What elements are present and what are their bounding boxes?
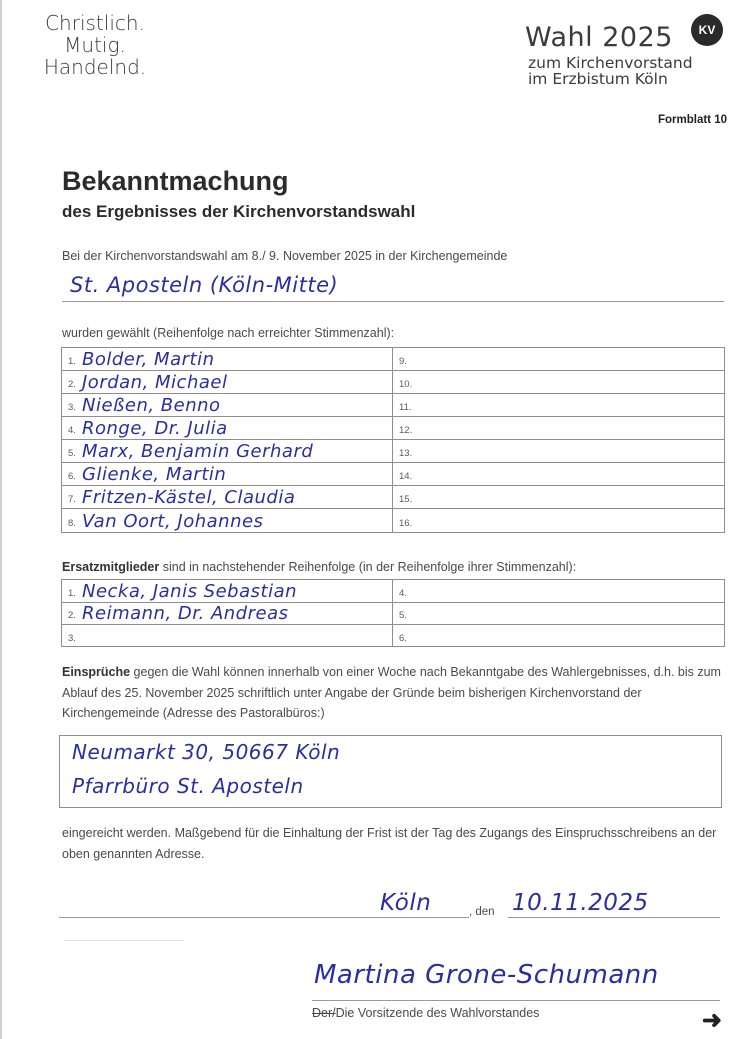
submission-paragraph: eingereicht werden. Maßgebend für die Einhaltung der Frist ist der Tag des Zugangs des Einspruchsschreibens an der oben genannten Adresse. (62, 826, 717, 861)
table-row (62, 509, 724, 532)
row-number: 3. (68, 633, 76, 644)
row-number: 2. (68, 610, 76, 621)
candidate-name: Marx, Benjamin Gerhard (82, 441, 314, 462)
elected-cell-15[interactable] (393, 486, 724, 508)
table-row (62, 486, 724, 509)
elected-cell-16[interactable] (393, 509, 724, 532)
election-subtitle-line-1: zum Kirchenvorstand (528, 54, 693, 72)
substitutes-label-bold: Ersatzmitglieder (62, 560, 160, 574)
elected-cell-7[interactable] (62, 486, 392, 508)
substitute-cell-3[interactable] (62, 625, 392, 647)
candidate-name: Van Oort, Johannes (82, 511, 264, 532)
candidate-name: Fritzen-Kästel, Claudia (82, 487, 296, 508)
date-underline (508, 917, 720, 918)
place-underline (59, 917, 469, 918)
substitutes-label-rest: sind in nachstehender Reihenfolge (in der Reihenfolge ihrer Stimmenzahl): (159, 560, 577, 574)
elected-cell-9[interactable] (393, 348, 724, 370)
row-number: 5. (68, 448, 76, 459)
address-field[interactable] (59, 735, 722, 808)
elected-label: wurden gewählt (Reihenfolge nach erreichter Stimmenzahl): (62, 326, 395, 340)
elected-cell-10[interactable] (393, 371, 724, 393)
elected-table (61, 347, 725, 533)
slogan-line-2: Mutig. (64, 33, 126, 57)
elected-cell-3[interactable] (62, 394, 392, 416)
table-row (62, 371, 724, 394)
signature-underline (312, 1000, 720, 1001)
date-field[interactable]: 10.11.2025 (512, 890, 649, 916)
elected-cell-11[interactable] (393, 394, 724, 416)
row-number: 9. (399, 356, 407, 367)
intro-text: Bei der Kirchenvorstandswahl am 8./ 9. November 2025 in der Kirchengemeinde (62, 249, 508, 263)
place-field[interactable]: Köln (380, 890, 432, 916)
elected-cell-2[interactable] (62, 371, 392, 393)
election-subtitle-line-2: im Erzbistum Köln (528, 70, 668, 88)
elected-cell-12[interactable] (393, 417, 724, 439)
table-row (62, 417, 724, 440)
table-row (62, 440, 724, 463)
row-number: 10. (399, 379, 413, 390)
form-number: Formblatt 10 (657, 114, 727, 126)
row-number: 1. (68, 356, 76, 367)
document-subtitle: des Ergebnisses der Kirchenvorstandswahl (62, 202, 416, 221)
elected-cell-8[interactable] (62, 509, 392, 532)
row-number: 2. (68, 379, 76, 390)
candidate-name: Ronge, Dr. Julia (82, 418, 228, 439)
elected-cell-13[interactable] (393, 440, 724, 462)
row-number: 4. (68, 425, 76, 436)
row-number: 8. (68, 518, 76, 529)
objection-text: gegen die Wahl können innerhalb von einer Woche nach Bekanntgabe des Wahlergebnisses, d.h. bis zum Ablauf des 25. November 2025 schriftlich unter Angabe der Gründe beim bisherigen Kirchenvorstand der Kirchengemeinde (Adresse des Pastoralbüros:) (62, 665, 721, 720)
row-number: 13. (399, 448, 413, 459)
parish-field[interactable]: St. Aposteln (Köln-Mitte) (70, 273, 339, 297)
slogan-line-1: Christlich. (45, 11, 145, 35)
objection-bold: Einsprüche (62, 665, 131, 679)
parish-underline (62, 301, 724, 302)
table-row (62, 603, 724, 625)
signer-role-struck: Der/ (312, 1006, 336, 1020)
arrow-right-icon[interactable]: ➜ (701, 1007, 722, 1034)
substitutes-table (61, 579, 725, 647)
elected-cell-5[interactable] (62, 440, 392, 462)
row-number: 11. (399, 402, 412, 413)
signature-field[interactable]: Martina Grone-Schumann (314, 960, 659, 990)
table-row (62, 625, 724, 647)
row-number: 6. (399, 633, 407, 644)
table-row (62, 394, 724, 417)
substitute-cell-4[interactable] (393, 580, 724, 602)
substitute-cell-2[interactable] (62, 603, 392, 624)
election-title: Wahl 2025 (525, 22, 673, 53)
substitute-cell-1[interactable] (62, 580, 392, 602)
row-number: 5. (399, 610, 407, 621)
slogan-line-3: Handelnd. (43, 55, 147, 79)
substitute-cell-6[interactable] (393, 625, 724, 647)
row-number: 1. (68, 588, 76, 599)
election-subtitle (528, 55, 693, 87)
candidate-name: Glienke, Martin (82, 464, 227, 485)
row-number: 7. (68, 494, 76, 505)
candidate-name: Bolder, Martin (82, 349, 215, 370)
address-line-1: Neumarkt 30, 50667 Köln (72, 740, 341, 764)
table-row (62, 580, 724, 603)
candidate-name: Jordan, Michael (82, 372, 228, 393)
signer-role-text: Die Vorsitzende des Wahlvorstandes (335, 1006, 540, 1020)
table-row (62, 463, 724, 486)
elected-cell-14[interactable] (393, 463, 724, 485)
substitute-name: Necka, Janis Sebastian (82, 581, 298, 602)
row-number: 12. (399, 425, 413, 436)
document-title: Bekanntmachung (62, 166, 289, 196)
elected-cell-6[interactable] (62, 463, 392, 485)
objection-paragraph (62, 662, 727, 724)
substitute-name: Reimann, Dr. Andreas (82, 603, 289, 624)
candidate-name: Nießen, Benno (82, 395, 221, 416)
substitute-cell-5[interactable] (393, 603, 724, 624)
den-label: , den (469, 906, 495, 918)
row-number: 4. (399, 588, 407, 599)
address-line-2: Pfarrbüro St. Aposteln (72, 774, 304, 798)
faint-line (64, 940, 184, 941)
substitutes-label (62, 560, 576, 574)
slogan (30, 12, 160, 78)
row-number: 6. (68, 471, 76, 482)
kv-badge: KV (691, 14, 723, 46)
signer-role (312, 1006, 539, 1020)
table-row (62, 348, 724, 371)
row-number: 3. (68, 402, 76, 413)
elected-cell-1[interactable] (62, 348, 392, 370)
elected-cell-4[interactable] (62, 417, 392, 439)
row-number: 14. (399, 471, 413, 482)
row-number: 15. (399, 494, 413, 505)
row-number: 16. (399, 518, 413, 529)
